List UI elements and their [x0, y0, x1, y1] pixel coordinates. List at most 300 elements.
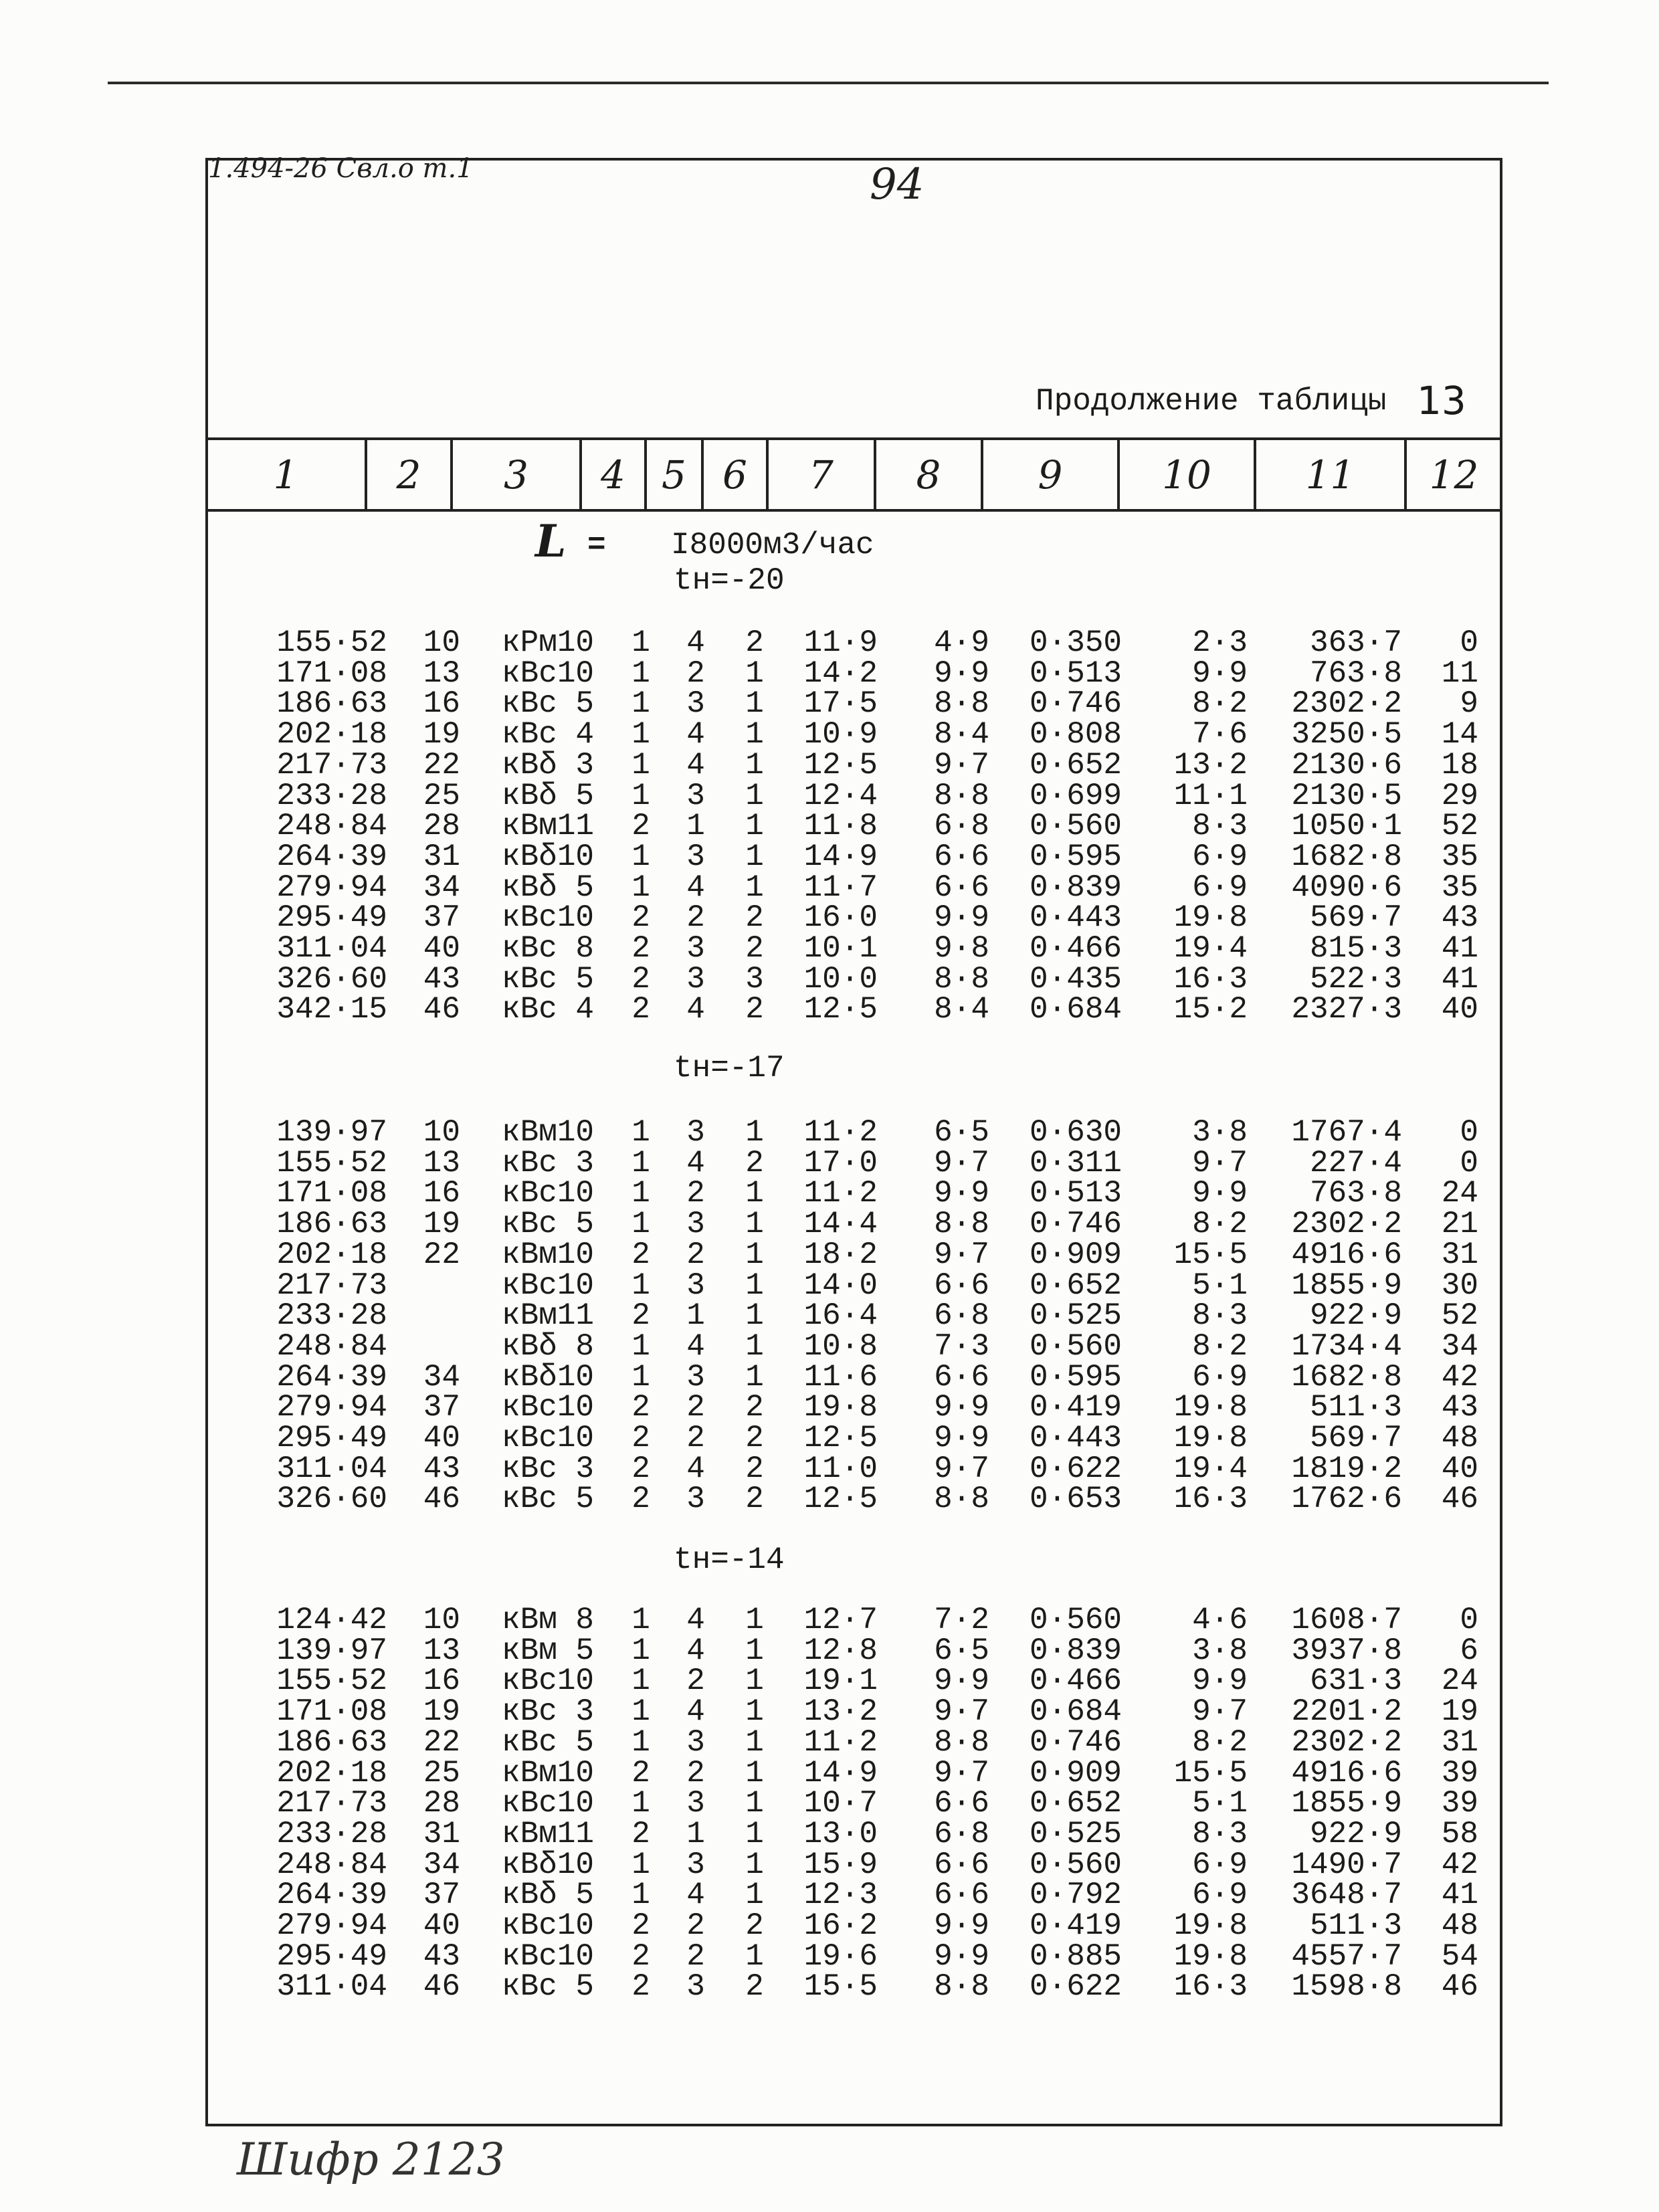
cell-col-6: 1: [745, 779, 764, 813]
cell-col-6: 2: [745, 1908, 764, 1943]
cell-col-5: 4: [686, 1694, 705, 1729]
cell-col-5: 4: [686, 1878, 705, 1912]
cell-col-2: 16: [423, 686, 460, 721]
cell-col-3: кВм 8: [502, 1603, 595, 1637]
cell-col-7: 12·5: [803, 748, 878, 783]
cell-col-7: 13·0: [803, 1817, 878, 1851]
cell-col-11: 1762·6: [1291, 1482, 1402, 1516]
cell-col-3: кВс10: [502, 1268, 595, 1303]
cell-col-11: 3937·8: [1291, 1633, 1402, 1668]
cell-col-8: 6·8: [934, 1817, 989, 1851]
cell-col-10: 7·6: [1192, 717, 1248, 752]
cell-col-1: 217·73: [276, 1268, 387, 1303]
cell-col-8: 6·6: [934, 1360, 989, 1395]
cell-col-6: 1: [745, 1207, 764, 1241]
cell-col-8: 8·8: [934, 1207, 989, 1241]
cell-col-11: 1608·7: [1291, 1603, 1402, 1637]
table-row: [0, 781, 1659, 811]
cell-col-4: 2: [631, 1237, 650, 1272]
cell-col-4: 1: [631, 1664, 650, 1698]
cell-col-10: 19·8: [1173, 1390, 1248, 1425]
cell-col-7: 12·3: [803, 1878, 878, 1912]
cell-col-4: 1: [631, 1603, 650, 1637]
header-column-10: 10: [1162, 451, 1211, 498]
cell-col-7: 14·9: [803, 1756, 878, 1791]
cell-col-8: 4·9: [934, 625, 989, 660]
cell-col-4: 1: [631, 1878, 650, 1912]
cell-col-2: 46: [423, 1482, 460, 1516]
cell-col-9: 0·652: [1030, 1786, 1123, 1821]
cell-col-9: 0·525: [1030, 1298, 1123, 1333]
cell-col-7: 16·0: [803, 900, 878, 935]
cell-col-11: 511·3: [1309, 1908, 1402, 1943]
cell-col-11: 363·7: [1309, 625, 1402, 660]
cell-col-12: 14: [1441, 717, 1478, 752]
cell-col-8: 9·9: [934, 1939, 989, 1974]
cell-col-7: 11·9: [803, 625, 878, 660]
table-row: [0, 1484, 1659, 1514]
cell-col-7: 19·6: [803, 1939, 878, 1974]
cell-col-1: 279·94: [276, 870, 387, 905]
cell-col-3: кВс 5: [502, 1207, 595, 1241]
cell-col-10: 19·8: [1173, 900, 1248, 935]
cell-col-11: 227·4: [1309, 1146, 1402, 1181]
cell-col-11: 511·3: [1309, 1390, 1402, 1425]
table-row: [0, 688, 1659, 719]
cell-col-12: 41: [1441, 1878, 1478, 1912]
cell-col-2: [313, 1331, 460, 1362]
table-row: [0, 750, 1659, 781]
cell-col-8: 6·6: [934, 1878, 989, 1912]
cell-col-5: 3: [686, 1268, 705, 1303]
header-column-4: 4: [601, 451, 625, 498]
header-column-7: 7: [809, 451, 834, 498]
cell-col-1: 139·97: [276, 1633, 387, 1668]
table-row: [0, 1605, 1659, 1635]
cell-col-11: 522·3: [1309, 962, 1402, 997]
cell-col-8: 6·6: [934, 1847, 989, 1882]
cell-col-12: 29: [1441, 779, 1478, 813]
cell-col-11: 763·8: [1309, 1176, 1402, 1211]
cell-col-11: 1050·1: [1291, 809, 1402, 843]
cell-col-11: 4557·7: [1291, 1939, 1402, 1974]
cell-col-5: 3: [686, 1725, 705, 1760]
cell-col-3: кВс10: [502, 656, 595, 691]
cell-col-10: 8·3: [1192, 809, 1248, 843]
table-row: [0, 811, 1659, 841]
cell-col-8: 8·8: [934, 1482, 989, 1516]
table-row: [0, 964, 1659, 995]
cell-col-2: 19: [423, 1207, 460, 1241]
cell-col-4: 1: [631, 1694, 650, 1729]
cell-col-6: 1: [745, 1847, 764, 1882]
cell-col-1: 311·04: [276, 1969, 387, 2004]
cell-col-1: 279·94: [276, 1908, 387, 1943]
table-row: [0, 1331, 1659, 1362]
cell-col-5: 4: [686, 717, 705, 752]
cell-col-5: 2: [686, 900, 705, 935]
airflow-equals-sign: =: [587, 528, 606, 563]
cell-col-11: 1598·8: [1291, 1969, 1402, 2004]
cell-col-10: 15·5: [1173, 1237, 1248, 1272]
cell-col-1: 295·49: [276, 1939, 387, 1974]
cell-col-6: 3: [745, 962, 764, 997]
cell-col-8: 9·9: [934, 900, 989, 935]
cell-col-2: 10: [423, 1603, 460, 1637]
cell-col-6: 1: [745, 1329, 764, 1364]
cell-col-12: 0: [1460, 1603, 1478, 1637]
cell-col-1: 124·42: [276, 1603, 387, 1637]
table-row: [0, 1178, 1659, 1209]
cell-col-10: 8·2: [1192, 1207, 1248, 1241]
cell-col-8: 9·7: [934, 1694, 989, 1729]
cell-col-3: кВс10: [502, 1421, 595, 1455]
cell-col-11: 1855·9: [1291, 1786, 1402, 1821]
cell-col-12: 48: [1441, 1908, 1478, 1943]
cell-col-3: кВс10: [502, 1664, 595, 1698]
cell-col-8: 9·7: [934, 748, 989, 783]
cell-col-10: 9·9: [1192, 1176, 1248, 1211]
cell-col-10: 19·8: [1173, 1421, 1248, 1455]
cell-col-11: 1682·8: [1291, 839, 1402, 874]
cell-col-4: 1: [631, 1176, 650, 1211]
cell-col-1: 342·15: [276, 992, 387, 1027]
cell-col-3: кВс 5: [502, 1969, 595, 2004]
cell-col-1: 186·63: [276, 686, 387, 721]
cell-col-9: 0·513: [1030, 656, 1123, 691]
cell-col-6: 1: [745, 1360, 764, 1395]
cell-col-6: 1: [745, 1603, 764, 1637]
cell-col-4: 2: [631, 1298, 650, 1333]
cell-col-10: 15·2: [1173, 992, 1248, 1027]
cell-col-11: 569·7: [1309, 1421, 1402, 1455]
cell-col-7: 12·4: [803, 779, 878, 813]
cell-col-3: кВδ 5: [502, 870, 595, 905]
cell-col-9: 0·435: [1030, 962, 1123, 997]
cell-col-4: 2: [631, 931, 650, 966]
cell-col-3: кВм11: [502, 1298, 595, 1333]
cell-col-6: 1: [745, 1176, 764, 1211]
cell-col-1: 311·04: [276, 1451, 387, 1486]
cell-col-11: 2130·5: [1291, 779, 1402, 813]
cell-col-6: 1: [745, 656, 764, 691]
cell-col-4: 1: [631, 1115, 650, 1150]
cell-col-7: 19·1: [803, 1664, 878, 1698]
cell-col-12: 58: [1441, 1817, 1478, 1851]
cell-col-3: кВм11: [502, 1817, 595, 1851]
cell-col-12: 31: [1441, 1725, 1478, 1760]
cell-col-8: 7·2: [934, 1603, 989, 1637]
cell-col-2: 40: [423, 931, 460, 966]
cell-col-11: 3250·5: [1291, 717, 1402, 752]
cell-col-6: 1: [745, 748, 764, 783]
page-number: 94: [870, 160, 924, 209]
cell-col-10: 6·9: [1192, 839, 1248, 874]
cell-col-5: 2: [686, 1237, 705, 1272]
cell-col-3: кРм10: [502, 625, 595, 660]
table-row: [0, 872, 1659, 903]
cell-col-4: 1: [631, 1360, 650, 1395]
cell-col-7: 10·9: [803, 717, 878, 752]
cell-col-10: 19·4: [1173, 931, 1248, 966]
cell-col-12: 43: [1441, 1390, 1478, 1425]
cell-col-4: 1: [631, 839, 650, 874]
cell-col-10: 6·9: [1192, 870, 1248, 905]
cell-col-11: 569·7: [1309, 900, 1402, 935]
cell-col-10: 9·7: [1192, 1694, 1248, 1729]
cell-col-8: 8·8: [934, 1725, 989, 1760]
cell-col-11: 815·3: [1309, 931, 1402, 966]
cell-col-9: 0·560: [1030, 1329, 1123, 1364]
cell-col-5: 3: [686, 1786, 705, 1821]
cell-col-4: 2: [631, 1421, 650, 1455]
section-heading: tн=-14: [674, 1542, 785, 1577]
cell-col-3: кВδ 8: [502, 1329, 595, 1364]
cell-col-3: кВδ 5: [502, 1878, 595, 1912]
cell-col-12: 9: [1460, 686, 1478, 721]
cell-col-6: 2: [745, 1451, 764, 1486]
cell-col-2: 25: [423, 1756, 460, 1791]
cell-col-6: 2: [745, 900, 764, 935]
cell-col-9: 0·560: [1030, 809, 1123, 843]
cell-col-1: 279·94: [276, 1390, 387, 1425]
cell-col-12: 6: [1460, 1633, 1478, 1668]
footer-code: Шифр 2123: [237, 2134, 505, 2185]
cell-col-11: 4090·6: [1291, 870, 1402, 905]
cell-col-12: 30: [1441, 1268, 1478, 1303]
airflow-value: I8000м3/час: [671, 528, 874, 563]
cell-col-4: 1: [631, 870, 650, 905]
cell-col-6: 2: [745, 1969, 764, 2004]
cell-col-10: 5·1: [1192, 1786, 1248, 1821]
cell-col-9: 0·839: [1030, 870, 1123, 905]
table-row: [0, 719, 1659, 750]
cell-col-8: 7·3: [934, 1329, 989, 1364]
cell-col-8: 6·5: [934, 1115, 989, 1150]
cell-col-11: 4916·6: [1291, 1237, 1402, 1272]
header-column-3: 3: [504, 451, 528, 498]
cell-col-7: 10·8: [803, 1329, 878, 1364]
cell-col-2: 25: [423, 779, 460, 813]
cell-col-5: 3: [686, 1847, 705, 1882]
cell-col-10: 16·3: [1173, 1482, 1248, 1516]
cell-col-7: 11·0: [803, 1451, 878, 1486]
table-row: [0, 1148, 1659, 1179]
table-row: [0, 1362, 1659, 1393]
cell-col-4: 2: [631, 992, 650, 1027]
cell-col-3: кВс10: [502, 1908, 595, 1943]
cell-col-7: 10·0: [803, 962, 878, 997]
cell-col-7: 19·8: [803, 1390, 878, 1425]
cell-col-9: 0·630: [1030, 1115, 1123, 1150]
cell-col-5: 4: [686, 1633, 705, 1668]
cell-col-8: 8·4: [934, 992, 989, 1027]
cell-col-2: 37: [423, 1390, 460, 1425]
cell-col-3: кВм10: [502, 1237, 595, 1272]
cell-col-9: 0·560: [1030, 1847, 1123, 1882]
table-row: [0, 1758, 1659, 1789]
cell-col-9: 0·909: [1030, 1756, 1123, 1791]
cell-col-1: 248·84: [276, 1847, 387, 1882]
cell-col-2: 19: [423, 1694, 460, 1729]
cell-col-1: 171·08: [276, 1176, 387, 1211]
table-row: [0, 1423, 1659, 1453]
cell-col-9: 0·443: [1030, 900, 1123, 935]
cell-col-6: 2: [745, 992, 764, 1027]
cell-col-6: 1: [745, 1115, 764, 1150]
cell-col-11: 1767·4: [1291, 1115, 1402, 1150]
cell-col-2: 16: [423, 1664, 460, 1698]
cell-col-10: 8·3: [1192, 1817, 1248, 1851]
cell-col-5: 4: [686, 1146, 705, 1181]
cell-col-4: 1: [631, 1329, 650, 1364]
cell-col-9: 0·525: [1030, 1817, 1123, 1851]
cell-col-7: 16·4: [803, 1298, 878, 1333]
cell-col-4: 1: [631, 779, 650, 813]
cell-col-4: 2: [631, 1908, 650, 1943]
cell-col-2: 13: [423, 1146, 460, 1181]
cell-col-5: 2: [686, 1176, 705, 1211]
table-row: [0, 1788, 1659, 1819]
cell-col-8: 6·8: [934, 809, 989, 843]
cell-col-1: 233·28: [276, 1298, 387, 1333]
cell-col-6: 1: [745, 1878, 764, 1912]
cell-col-4: 1: [631, 625, 650, 660]
cell-col-9: 0·839: [1030, 1633, 1123, 1668]
cell-col-4: 1: [631, 717, 650, 752]
cell-col-9: 0·684: [1030, 1694, 1123, 1729]
cell-col-2: 46: [423, 992, 460, 1027]
cell-col-9: 0·419: [1030, 1390, 1123, 1425]
table-row: [0, 841, 1659, 872]
cell-col-10: 16·3: [1173, 962, 1248, 997]
cell-col-2: 22: [423, 1237, 460, 1272]
cell-col-6: 2: [745, 1390, 764, 1425]
cell-col-3: кВс10: [502, 900, 595, 935]
cell-col-7: 12·5: [803, 1421, 878, 1455]
cell-col-9: 0·443: [1030, 1421, 1123, 1455]
cell-col-3: кВс10: [502, 1390, 595, 1425]
cell-col-11: 2201·2: [1291, 1694, 1402, 1729]
cell-col-3: кВс 4: [502, 992, 595, 1027]
cell-col-1: 139·97: [276, 1115, 387, 1150]
cell-col-3: кВδ10: [502, 1360, 595, 1395]
cell-col-10: 19·8: [1173, 1908, 1248, 1943]
cell-col-8: 8·8: [934, 686, 989, 721]
cell-col-7: 15·5: [803, 1969, 878, 2004]
cell-col-7: 12·5: [803, 992, 878, 1027]
cell-col-2: 34: [423, 1360, 460, 1395]
cell-col-6: 1: [745, 1817, 764, 1851]
cell-col-5: 2: [686, 1421, 705, 1455]
cell-col-5: 4: [686, 748, 705, 783]
cell-col-9: 0·746: [1030, 686, 1123, 721]
cell-col-9: 0·746: [1030, 1725, 1123, 1760]
cell-col-5: 3: [686, 1207, 705, 1241]
cell-col-2: 10: [423, 625, 460, 660]
cell-col-6: 1: [745, 870, 764, 905]
cell-col-12: 18: [1441, 748, 1478, 783]
cell-col-2: [313, 1270, 460, 1301]
cell-col-3: кВс 8: [502, 931, 595, 966]
cell-col-12: 24: [1441, 1176, 1478, 1211]
table-row: [0, 1880, 1659, 1910]
cell-col-10: 4·6: [1192, 1603, 1248, 1637]
cell-col-7: 18·2: [803, 1237, 878, 1272]
cell-col-4: 2: [631, 1756, 650, 1791]
cell-col-1: 217·73: [276, 748, 387, 783]
cell-col-8: 6·5: [934, 1633, 989, 1668]
cell-col-5: 2: [686, 1756, 705, 1791]
cell-col-4: 1: [631, 748, 650, 783]
cell-col-9: 0·808: [1030, 717, 1123, 752]
cell-col-11: 2130·6: [1291, 748, 1402, 783]
cell-col-3: кВδ10: [502, 1847, 595, 1882]
cell-col-6: 2: [745, 1146, 764, 1181]
cell-col-3: кВм10: [502, 1756, 595, 1791]
cell-col-3: кВс 5: [502, 686, 595, 721]
cell-col-1: 202·18: [276, 1756, 387, 1791]
cell-col-2: 43: [423, 1939, 460, 1974]
cell-col-3: кВδ 5: [502, 779, 595, 813]
cell-col-12: 24: [1441, 1664, 1478, 1698]
cell-col-11: 922·9: [1309, 1817, 1402, 1851]
table-row: [0, 1819, 1659, 1849]
cell-col-12: 35: [1441, 839, 1478, 874]
cell-col-2: 28: [423, 809, 460, 843]
cell-col-9: 0·909: [1030, 1237, 1123, 1272]
table-row: [0, 1849, 1659, 1880]
cell-col-2: 40: [423, 1421, 460, 1455]
cell-col-5: 4: [686, 625, 705, 660]
cell-col-7: 11·2: [803, 1115, 878, 1150]
cell-col-7: 11·6: [803, 1360, 878, 1395]
cell-col-1: 326·60: [276, 1482, 387, 1516]
section-heading: tн=-17: [674, 1051, 785, 1086]
cell-col-12: 39: [1441, 1756, 1478, 1791]
cell-col-3: кВс 5: [502, 1725, 595, 1760]
cell-col-6: 1: [745, 839, 764, 874]
cell-col-4: 1: [631, 1146, 650, 1181]
cell-col-8: 9·7: [934, 1756, 989, 1791]
cell-col-1: 202·18: [276, 1237, 387, 1272]
cell-col-3: кВс10: [502, 1176, 595, 1211]
cell-col-6: 2: [745, 931, 764, 966]
cell-col-7: 11·7: [803, 870, 878, 905]
cell-col-3: кВм10: [502, 1115, 595, 1150]
cell-col-2: 10: [423, 1115, 460, 1150]
cell-col-10: 5·1: [1192, 1268, 1248, 1303]
header-column-9: 9: [1038, 451, 1063, 498]
cell-col-7: 14·4: [803, 1207, 878, 1241]
cell-col-10: 11·1: [1173, 779, 1248, 813]
cell-col-9: 0·419: [1030, 1908, 1123, 1943]
cell-col-5: 1: [686, 809, 705, 843]
cell-col-7: 12·8: [803, 1633, 878, 1668]
cell-col-2: 22: [423, 748, 460, 783]
cell-col-6: 1: [745, 1298, 764, 1333]
cell-col-1: 155·52: [276, 625, 387, 660]
table-row: [0, 1453, 1659, 1484]
cell-col-1: 264·39: [276, 839, 387, 874]
cell-col-11: 2327·3: [1291, 992, 1402, 1027]
cell-col-2: [313, 1300, 460, 1331]
cell-col-11: 1819·2: [1291, 1451, 1402, 1486]
cell-col-4: 1: [631, 686, 650, 721]
cell-col-7: 13·2: [803, 1694, 878, 1729]
cell-col-5: 2: [686, 656, 705, 691]
cell-col-6: 1: [745, 1725, 764, 1760]
